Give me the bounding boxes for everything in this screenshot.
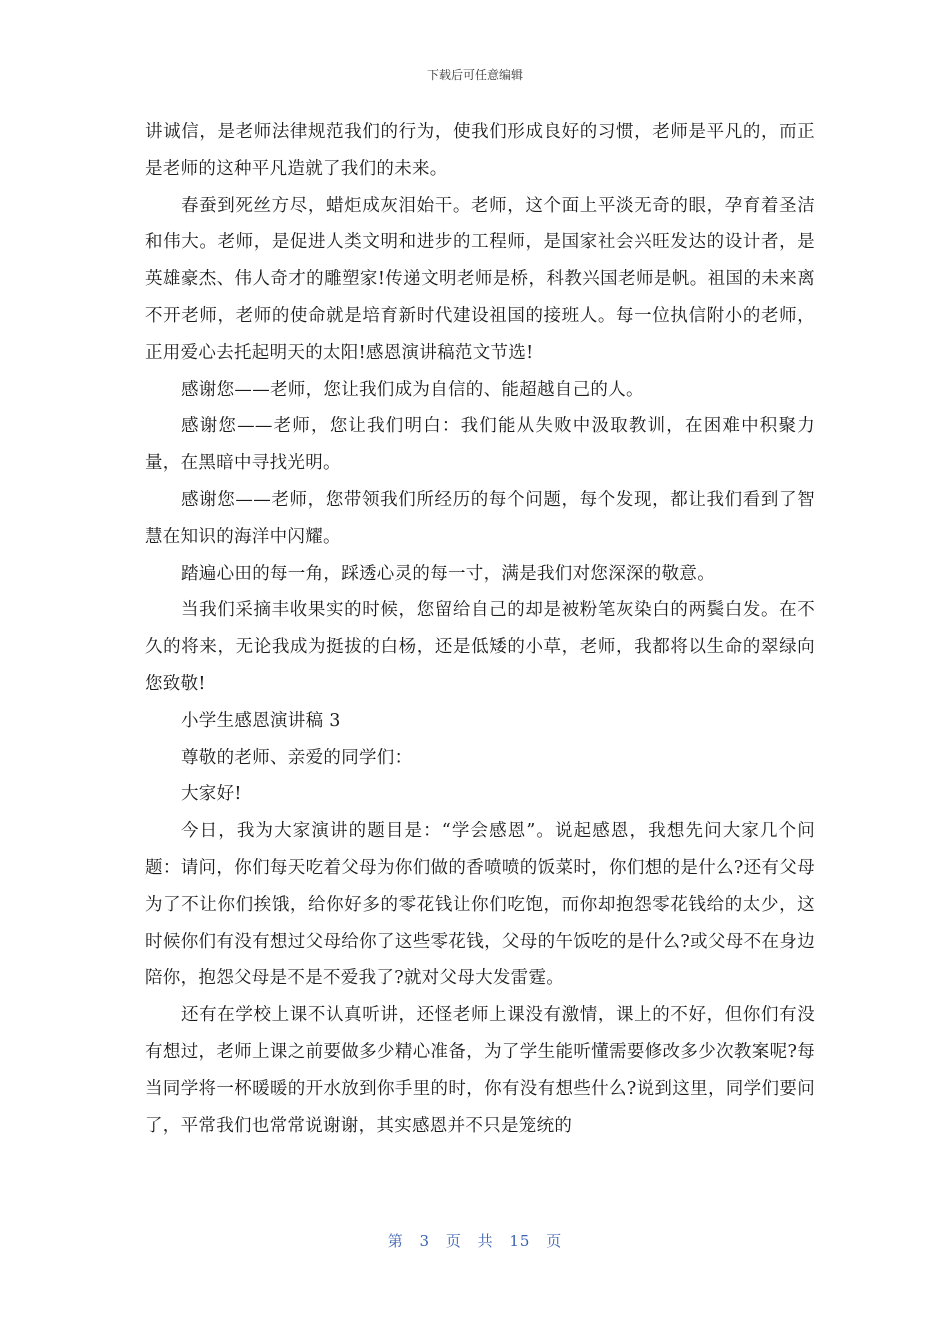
paragraph-5: 感谢您——老师，您带领我们所经历的每个问题，每个发现，都让我们看到了智慧在知识的海洋中闪耀。 xyxy=(145,489,815,547)
paragraph-2: 春蚕到死丝方尽，蜡炬成灰泪始干。老师，这个面上平淡无奇的眼，孕育着圣洁和伟大。老师，是促进人类文明和进步的工程师，是国家社会兴旺发达的设计者，是英雄豪杰、伟人奇才的雕塑家!传递文明老师是桥，科教兴国老师是帆。祖国的未来离不开老师，老师的使命就是培育新时代建设祖国的接班人。每一位执信附小的老师，正用爱心去托起明天的太阳!感恩演讲稿范文节选! xyxy=(145,195,815,363)
salutation: 尊敬的老师、亲爱的同学们： xyxy=(181,747,413,768)
page-footer: 第 3 页 共 15 页 xyxy=(387,1232,563,1250)
paragraph-1: 讲诚信，是老师法律规范我们的行为，使我们形成良好的习惯，老师是平凡的，而正是老师的这种平凡造就了我们的未来。 xyxy=(145,122,815,179)
paragraph-6: 踏遍心田的每一角，踩透心灵的每一寸，满是我们对您深深的敬意。 xyxy=(181,563,715,584)
document-body xyxy=(145,114,815,1144)
paragraph-4: 感谢您——老师，您让我们明白：我们能从失败中汲取教训，在困难中积聚力量，在黑暗中寻找光明。 xyxy=(145,416,815,474)
paragraph-7: 当我们采摘丰收果实的时候，您留给自己的却是被粉笔灰染白的两鬓白发。在不久的将来，无论我成为挺拔的白杨，还是低矮的小草，老师，我都将以生命的翠绿向您致敬! xyxy=(145,600,815,694)
paragraph-11: 今日，我为大家演讲的题目是：“学会感恩”。说起感恩，我想先问大家几个问题：请问，你们每天吃着父母为你们做的香喷喷的饭菜时，你们想的是什么?还有父母为了不让你们挨饿，给你好多的零花钱让你们吃饱，而你却抱怨零花钱给的太少，这时候你们有没有想过父母给你了这些零花钱，父母的午饭吃的是什么?或父母不在身边陪你，抱怨父母是不是不爱我了?就对父母大发雷霆。 xyxy=(145,821,815,989)
paragraph-12: 还有在学校上课不认真听讲，还怪老师上课没有激情，课上的不好，但你们有没有想过，老师上课之前要做多少精心准备，为了学生能听懂需要修改多少次教案呢?每当同学将一杯暖暖的开水放到你手里的时，你有没有想些什么?说到这里，同学们要问了，平常我们也常常说谢谢，其实感恩并不只是笼统的 xyxy=(145,1005,815,1136)
page-header: 下载后可任意编辑 xyxy=(426,68,523,82)
greeting: 大家好! xyxy=(181,784,242,805)
section-heading: 小学生感恩演讲稿 3 xyxy=(181,710,341,731)
paragraph-3: 感谢您——老师，您让我们成为自信的、能超越自己的人。 xyxy=(181,379,644,400)
